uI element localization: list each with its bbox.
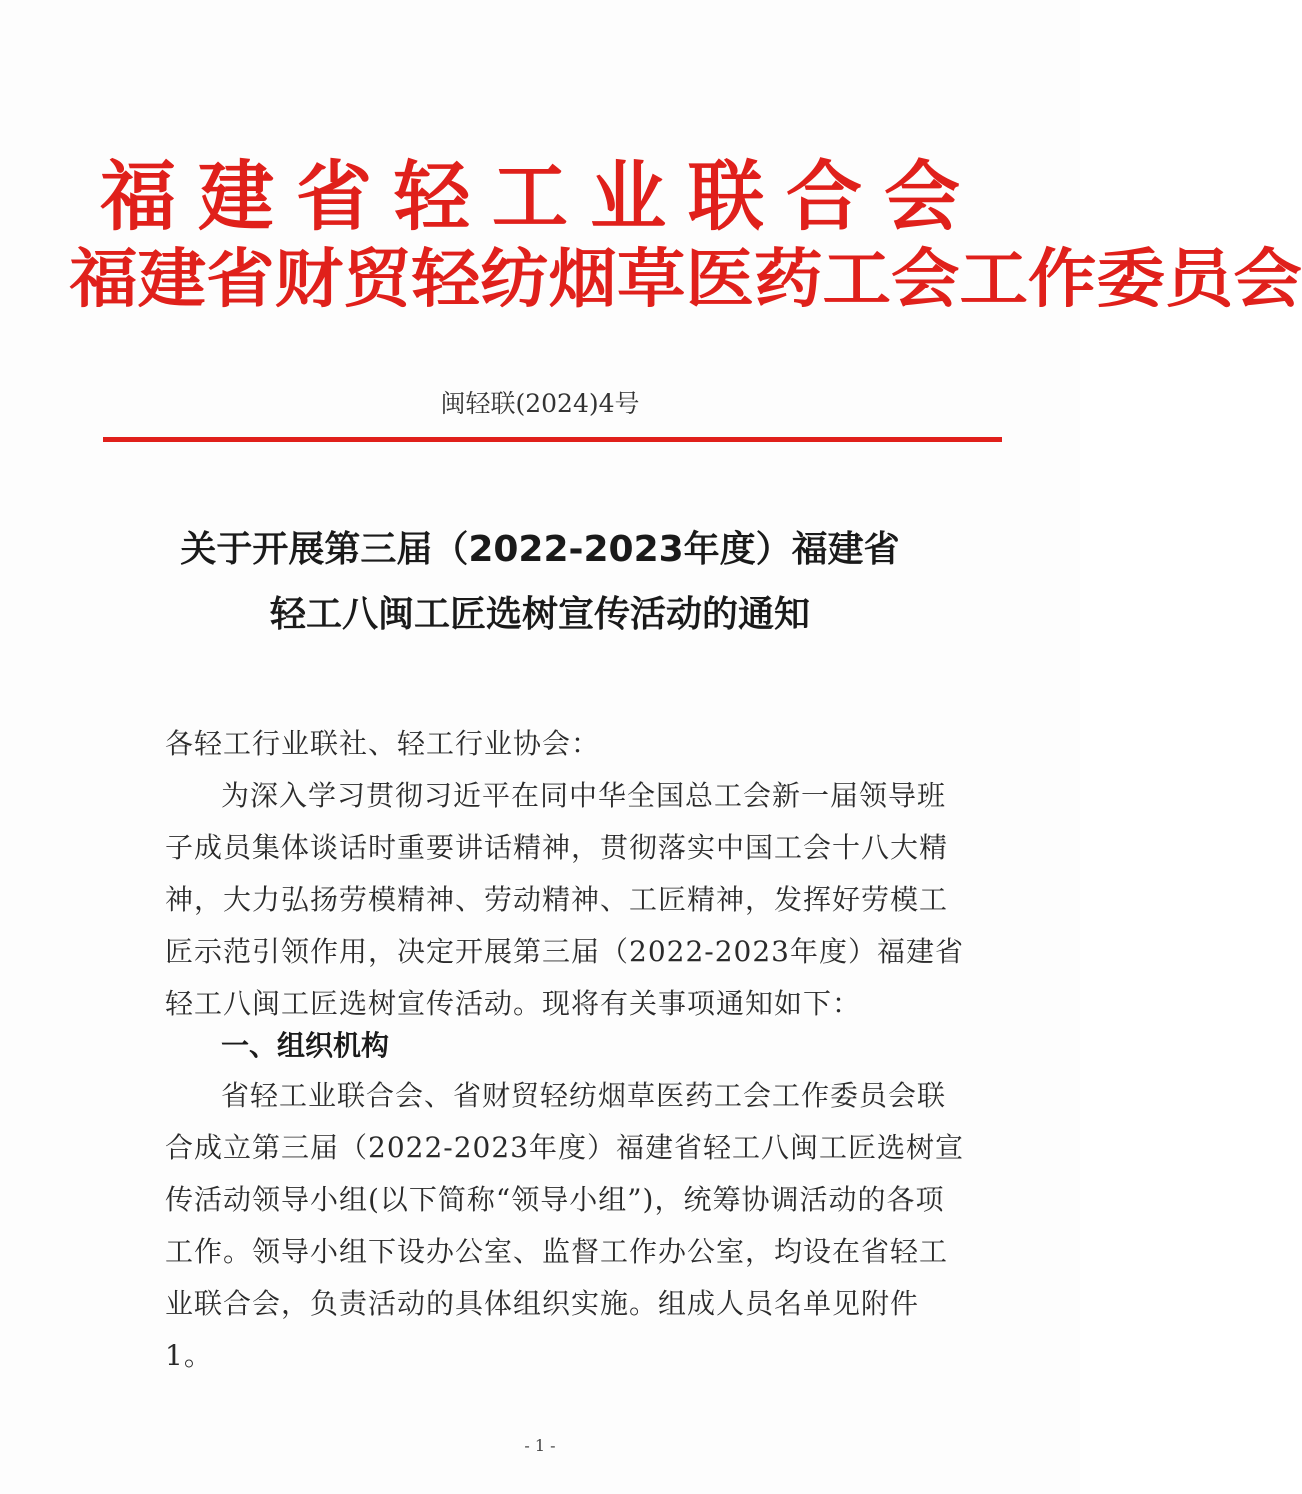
notice-title-line2: 轻工八闽工匠选树宣传活动的通知 (269, 594, 810, 635)
body-paragraph-1: 为深入学习贯彻习近平在同中华全国总工会新一届领导班子成员集体谈话时重要讲话精神，贯彻落实中国工会十八大精神，大力弘扬劳模精神、劳动精神、工匠精神，发挥好劳模工匠示范引领作用，决定开展第三届（2022-2023年度）福建省轻工八闽工匠选树宣传活动。现将有关事项通知如下： (165, 779, 964, 1020)
page-number: - 1 - (524, 1436, 556, 1455)
red-divider (103, 437, 1002, 442)
body-paragraph-2: 省轻工业联合会、省财贸轻纺烟草医药工会工作委员会联合成立第三届（2022-2023年度）福建省轻工八闽工匠选树宣传活动领导小组(以下简称“领导小组”)，统筹协调活动的各项工作。领导小组下设办公室、监督工作办公室，均设在省轻工业联合会，负责活动的具体组织实施。组成人员名单见附件1。 (165, 1079, 964, 1372)
issuing-org-line2: 福建省财贸轻纺烟草医药工会工作委员会 (69, 243, 1302, 317)
issuing-org-line1: 福建省轻工业联合会 (100, 152, 982, 241)
notice-title-line1: 关于开展第三届（2022-2023年度）福建省 (180, 529, 900, 570)
document-number: 闽轻联(2024)4号 (440, 389, 640, 418)
section-heading-organization: 一、组织机构 (221, 1029, 390, 1062)
salutation: 各轻工行业联社、轻工行业协会： (165, 727, 601, 760)
